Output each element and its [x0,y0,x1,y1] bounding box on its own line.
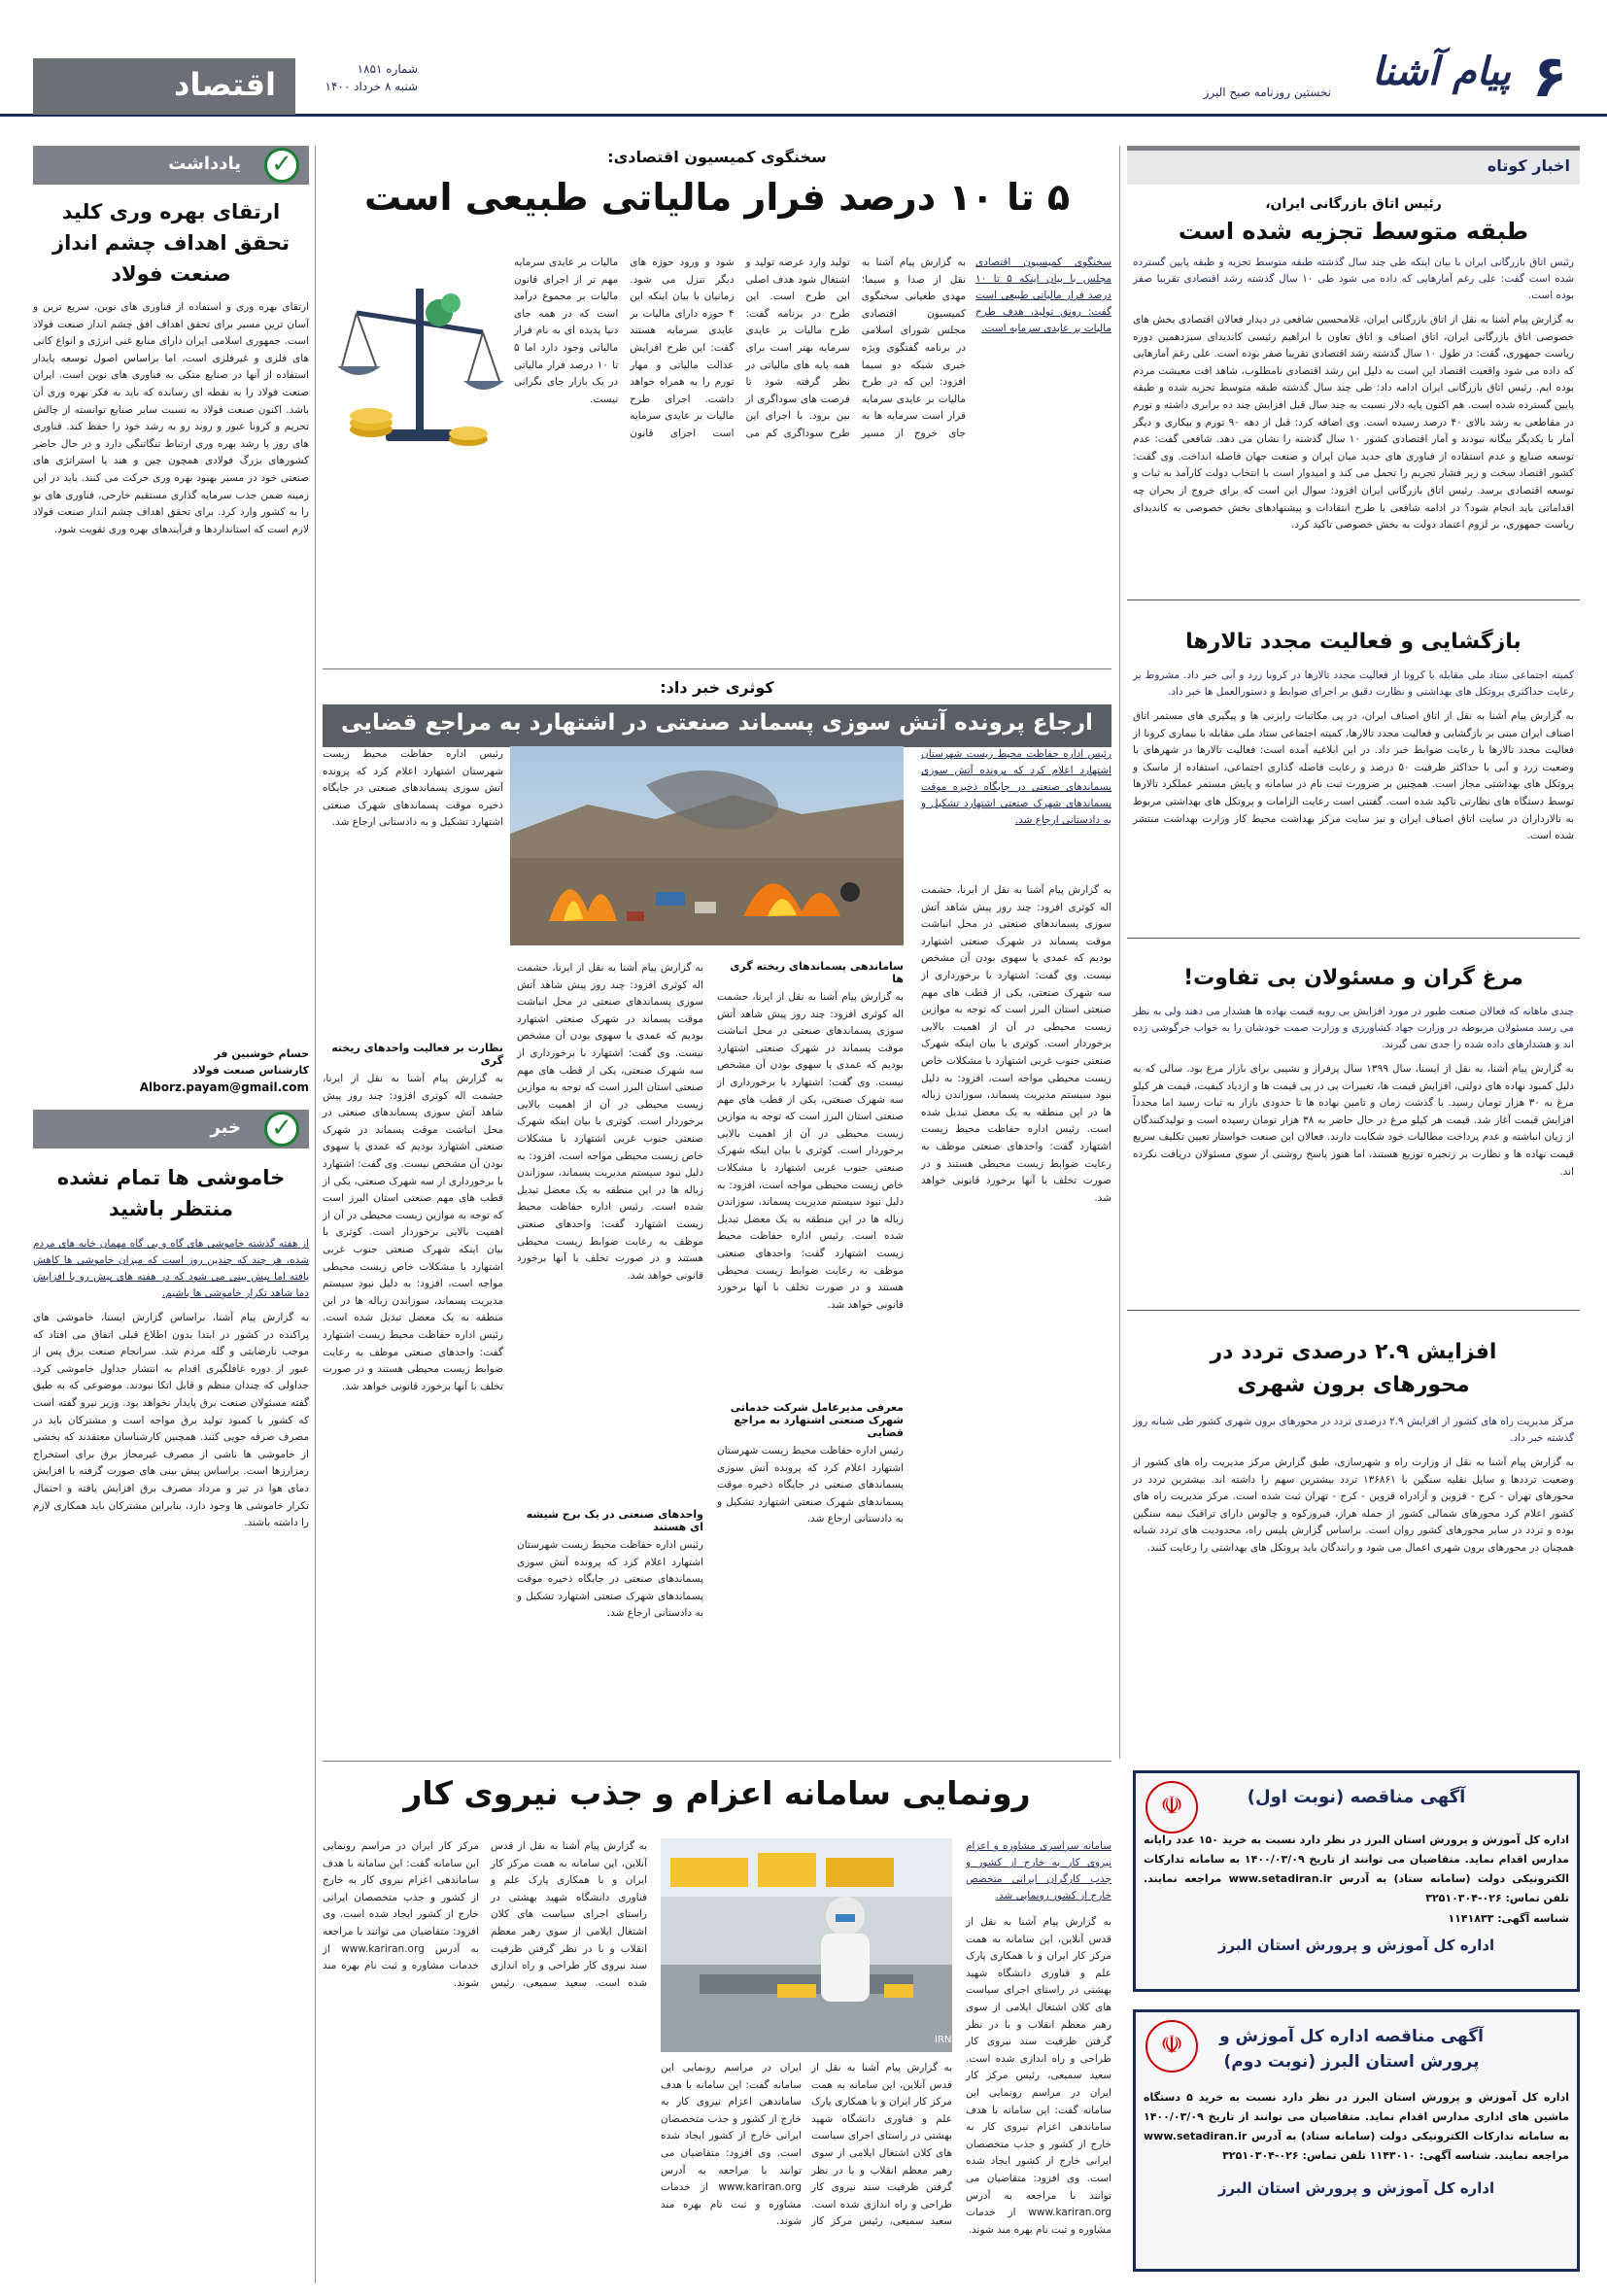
story-body-col3 [517,960,703,1747]
story-title: بازگشایی و فعالیت مجدد تالارها [1185,630,1522,654]
tax-illustration [332,259,507,473]
ad-signature: اداره کل آموزش و پرورش استان البرز [1217,1936,1495,1954]
note-author-role: کارشناس صنعت فولاد [191,1064,309,1077]
story-body-col1: به گزارش پیام آشنا به نقل از ایرنا، حشمت اله کوثری افزود: چند روز پیش شاهد آتش سوزی پسماندهای صنعتی در محل انباشت موقت پسماند در شهرک صنعتی اشتهارد بودیم که عمدی یا سهوی بودن آن مشخص نیست. وی گفت: اشتهارد با برخورداری از سه شهرک صنعتی، یکی از قطب های مهم صنعتی استان البرز است که توجه به موازین زیست محیطی در آن از اهمیت بالایی برخوردار است. کوثری با بیان اینکه شهرک صنعتی جنوب غربی اشتهارد با مشکلات خاص زیست محیطی مواجه است، افزود: به دلیل نبود سیستم مدیریت پسماند، سوزاندن زباله ها در این منطقه به یک معضل تبدیل شده است. رئیس اداره حفاظت محیط زیست اشتهارد گفت: واحدهای صنعتی موظف به رعایت ضوابط زیست محیطی هستند و در صورت تخلف با آنها برخورد قانونی خواهد شد. [921,884,1111,1204]
story-body-col2 [717,960,904,1747]
short-story-4 [1127,1317,1580,1717]
story-lead: مرکز مدیریت راه های کشور از افزایش ۲.۹ درصدی تردد در محورهای برون شهری کشور طی شبانه روز گذشته خبر داد. [1133,1416,1574,1444]
check-icon: ✓ [264,148,299,183]
subhead: واحدهای صنعتی در یک برج شیشه ای هستند [526,1508,703,1533]
story-title-band [323,704,1111,747]
short-news-label: اخبار کوتاه [1127,146,1580,185]
check-icon: ✓ [264,1112,299,1147]
note-label-bar [33,146,309,185]
story-body: به گزارش پیام آشنا به نقل از اتاق بازرگانی ایران، غلامحسین شافعی در دیدار فعالان اقتصادی بخش های خصوصی اتاق بازرگانی ایران، اتاق اصناف و اتاق تعاون با ابراهیم رئیسی کاندیدای سیزدهمین دوره ریاست جمهوری، گفت: در طول ۱۰ سال گذشته رشد اقتصادی تقریبا صفر بوده است. علی رغم آمارهایی که داده می شود واقعیت اقتصاد این است به دلیل این رشد اقتصادی نامطلوب، شاهد افت معیشت مردم بوده ایم. رئیس اتاق بازرگانی ایران ادامه داد: طی چند سال گذشته طبقه متوسط تجزیه شده و طبقه پایین گسترده شده است. هم اکنون پایه دلار نسبت به چند سال قبل افزایش چند ده برابری داشته و تورم در مقاطعی به رشد بالای ۴۰ درصد رسیده است. وی اضافه کرد: قبل از دهه ۹۰ تورم و بیکاری و دیگر آمار با یکدیگر بیگانه نبودند و آمار اقتصادی کشور ۱۰ سال گذشته را نشان می دهد. شافعی گفت: عدم توسعه صنایع و عدم استفاده از فناوری های جدید میان ایران و صنعت جهان فاصله انداخت. وی گفت: کشور اقتصاد سخت و زیر فشار تحریم را تحمل می کند و امیدوار است با انتخاب دولت کارآمد به ثبات و توسعه اقتصادی برسد. رئیس اتاق بازرگانی ایران افزود: سوال این است که برای خروج از بحران چه اقداماتی باید انجام شود؟ در ادامه شافعی با طرح انتقادات و پیشنهادهای بخش خصوصی به کاندیدای ریاست جمهوری، بر لزوم اعتماد دولت به بخش خصوصی تاکید کرد. [1133,314,1575,531]
main-lead-box [975,255,1111,337]
story-title: افزایش ۲.۹ درصدی تردد در محورهای برون شهری [1210,1340,1497,1397]
tender-ad-1 [1133,1770,1580,1992]
newspaper-logo: پیام آشنا [1372,49,1511,94]
tender-ad-2 [1133,2009,1580,2272]
subhead: ساماندهی پسماندهای ریخته گری ها [730,960,904,985]
ad-title: آگهی مناقصه اداره کل آموزش و پرورش استان البرز (نوبت دوم) [1219,2027,1484,2072]
story-body: رئیس اداره حفاظت محیط زیست شهرستان اشتهارد اعلام کرد که پرونده آتش سوزی پسماندهای صنعتی در جایگاه ذخیره موقت پسماندهای شهرک صنعتی اشتهارد تشکیل و به دادستانی ارجاع شد. [323,748,503,829]
divider [1127,938,1580,939]
short-story-2 [1127,606,1580,932]
news-lead: از هفته گذشته خاموشی های گاه و بی گاه مهمان خانه های مردم شده، هر چند که چندین روز است که میزان خاموشی ها کاهش یافته اما پیش بینی می شود که در هفته های پیش رو با افزایش دما شاهد تکرار خاموشی ها باشیم. [33,1238,309,1299]
main-lead: سخنگوی کمیسیون اقتصادی مجلس با بیان اینکه ۵ تا ۱۰ درصد فرار مالیاتی طبیعی است گفت: رونق تولید، هدف طرح مالیات بر عایدی سرمایه است. [975,257,1111,334]
note-body: ارتقای بهره وری و استفاده از فناوری های نوین، سریع ترین و آسان ترین مسیر برای تحقق اهداف افق چشم انداز صنعت فولاد است. جمهوری اسلامی ایران دارای منابع غنی انرژی و انواع کانی های فلزی و غیرفلزی است، اما براساس اصول توسعه پایدار استفاده از آنها در صنایع متکی به فناوری های نوین است. ایران صنعت فولاد را به نقطه ای رسانده که باید به فکر بهره وری آن باشد. اکنون صنعت فولاد به نسبت سایر صنایع توانسته از چالش تحریم و کرونا عبور و روند رو به رشد خود را حفظ کند. فناوری های روز با رشد بهره وری ارتباط تنگاتنگی دارد و در حال حاضر کشورهای بزرگ فولادی همچون چین و هند با استراتژی های صنعتی خود در مسیر بهبود بهره وری حرکت می کنند. باید در این زمینه ضمن جذب سرمایه گذاری مستقیم خارجی، فناوری های نو را به کشور وارد کرد. برای تحقق اهداف چشم انداز صنعت فولاد لازم است که استانداردها و فرآیندهای بهره وری تقویت شود. [33,301,309,535]
subhead: نظارت بر فعالیت واحدهای ریخته گری [331,1042,503,1067]
labor-story [323,1770,1111,2285]
news-title: خاموشی ها تمام نشده منتظر باشید [56,1166,286,1220]
worker-photo [661,1838,959,2052]
right-column [1127,146,1580,1759]
note-title: ارتقای بهره وری کلید تحقق اهداف چشم انداز صنعت فولاد [52,200,290,286]
story-body: رئیس اداره حفاظت محیط زیست شهرستان اشتهارد اعلام کرد که پرونده آتش سوزی پسماندهای صنعتی در جایگاه ذخیره موقت پسماندهای شهرک صنعتی اشتهارد تشکیل و به دادستانی ارجاع شد. [717,1445,904,1525]
story-body: رئیس اداره حفاظت محیط زیست شهرستان اشتهارد اعلام کرد که پرونده آتش سوزی پسماندهای صنعتی در جایگاه ذخیره موقت پسماندهای شهرک صنعتی اشتهارد تشکیل و به دادستانی ارجاع شد. [517,1539,703,1620]
column-rule [315,146,316,2283]
story-lead-box [966,1838,1111,2274]
issue-info [311,60,418,95]
story-title: ارجاع پرونده آتش سوزی پسماند صنعتی در اشتهارد به مراجع قضایی [341,710,1093,736]
story-body: به گزارش پیام آشنا به نقل از ایرنا، حشمت اله کوثری افزود: چند روز پیش شاهد آتش سوزی پسماندهای صنعتی در محل انباشت موقت پسماند در شهرک صنعتی اشتهارد بودیم که عمدی یا سهوی بودن آن مشخص نیست. وی گفت: اشتهارد با برخورداری از سه شهرک صنعتی، یکی از قطب های مهم صنعتی استان البرز است که توجه به موازین زیست محیطی در آن از اهمیت بالایی برخوردار است. کوثری با بیان اینکه شهرک صنعتی جنوب غربی اشتهارد با مشکلات خاص زیست محیطی مواجه است، افزود: به دلیل نبود سیستم مدیریت پسماند، سوزاندن زباله ها در این منطقه به یک معضل تبدیل شده است. رئیس اداره حفاظت محیط زیست اشتهارد گفت: واحدهای صنعتی موظف به رعایت ضوابط زیست محیطی هستند و در صورت تخلف با آنها برخورد قانونی خواهد شد. [517,962,703,1282]
story-body: به گزارش پیام آشنا به نقل از اتاق اصناف ایران، در پی مکاتبات رایزنی ها و پیگیری های مستمر اتاق اصناف ایران مبنی بر بازگشایی و فعالیت مجدد تالارها، کمیته اجتماعی ستاد ملی مقابله با بیماری کرونا از فعالیت مجدد تالارها با رعایت ضوابط خبر داد. در این ابلاغیه آمده است: فعالیت تالارها در شهرهای با وضعیت زرد و آبی با حداکثر ظرفیت ۵۰ درصد و رعایت فاصله گذاری اجتماعی، استفاده از ماسک و پروتکل های بهداشتی مجاز است. همچنین بر ضرورت ثبت نام در سامانه و پایش مستمر عملکرد تالارها توسط دستگاه های نظارتی تاکید شده است. گفتنی است رعایت الزامات و پروتکل های بهداشتی مربوط به تالارداران در سایت اتاق اصناف ایران و نیز سایت مرکز بهداشت محیط کار وزارت بهداشت منتشر شده است. [1133,710,1574,842]
fire-photo [510,746,904,945]
newspaper-slogan: نخستین روزنامه صبح البرز [1203,86,1331,99]
story-title: مرغ گران و مسئولان بی تفاوت! [1183,966,1523,990]
fire-story [323,678,1111,1757]
photo-credit: IRNA [935,2035,959,2045]
note-author: حسام خوشبین فر [214,1047,309,1060]
ad-body: اداره کل آموزش و پرورش استان البرز در نظر دارد نسبت به خرید ۱۵۰ عدد رایانه مدارس اقدام نماید. متقاضیان می توانند از تاریخ ۱۴۰۰/۰۳/۰۹ به سامانه تدارکات الکترونیکی دولت (سامانه ستاد) به آدرس www.setadiran.ir مراجعه نمایند. تلفن تماس: ۰۲۶-۳۲۵۱۰۳۰۴ [1144,1833,1570,1904]
emblem-icon: ☫ [1145,2020,1198,2073]
short-story-1 [1127,185,1580,594]
page-number: ۶ [1531,43,1568,111]
story-body: به گزارش پیام آشنا به نقل از ایرنا، حشمت اله کوثری افزود: چند روز پیش شاهد آتش سوزی پسماندهای صنعتی در محل انباشت موقت پسماند در شهرک صنعتی اشتهارد بودیم که عمدی یا سهوی بودن آن مشخص نیست. وی گفت: اشتهارد با برخورداری از سه شهرک صنعتی، یکی از قطب های مهم صنعتی استان البرز است که توجه به موازین زیست محیطی در آن از اهمیت بالایی برخوردار است. کوثری با بیان اینکه شهرک صنعتی جنوب غربی اشتهارد با مشکلات خاص زیست محیطی مواجه است، افزود: به دلیل نبود سیستم مدیریت پسماند، سوزاندن زباله ها در این منطقه به یک معضل تبدیل شده است. رئیس اداره حفاظت محیط زیست اشتهارد گفت: واحدهای صنعتی موظف به رعایت ضوابط زیست محیطی هستند و در صورت تخلف با آنها برخورد قانونی خواهد شد. [323,1073,503,1392]
story-lead: سامانه سراسری مشاوره و اعزام نیروی کار به خارج از کشور و جذب کارگران ایرانی متخصص خارج از کشور رونمایی شد. [966,1840,1111,1902]
story-lead: کمیته اجتماعی ستاد ملی مقابله با کرونا از فعالیت مجدد تالارها در کرونا زرد و آبی خبر داد. مشروط بر رعایت حداکثری پروتکل های بهداشتی و نظارت دقیق بر اجرای ضوابط و دستورالعمل ها خبر داد. [1133,669,1574,698]
main-kicker: سخنگوی کمیسیون اقتصادی: [607,148,827,166]
masthead [0,0,1607,155]
story-lead-box [921,746,1111,829]
story-body: به گزارش پیام آشنا به نقل از قدس آنلاین، این سامانه به همت مرکز کار ایران و با همکاری پارک علم و فناوری دانشگاه شهید بهشتی در راستای اجرای سیاست های کلان اشتغال ایلامی از سوی رهبر معظم انقلاب و با در نظر گرفتن ظرفیت سند نیروی کار طراحی و راه اندازی شده است. سعید سمیعی، رئیس مرکز کار ایران در مراسم رونمایی این سامانه گفت: این سامانه با هدف ساماندهی اعزام نیروی کار به خارج از کشور و جذب متخصصان ایرانی خارج از کشور ایجاد شده است. وی افزود: متقاضیان می توانند با مراجعه به آدرس www.kariran.org از خدمات مشاوره و ثبت نام بهره مند شوند. [966,1916,1111,2236]
story-body: به گزارش پیام آشنا به نقل از ایرنا، حشمت اله کوثری افزود: چند روز پیش شاهد آتش سوزی پسماندهای صنعتی در محل انباشت موقت پسماند در شهرک صنعتی اشتهارد بودیم که عمدی یا سهوی بودن آن مشخص نیست. وی گفت: اشتهارد با برخورداری از سه شهرک صنعتی، یکی از قطب های مهم صنعتی استان البرز است که توجه به موازین زیست محیطی در آن از اهمیت بالایی برخوردار است. کوثری با بیان اینکه شهرک صنعتی جنوب غربی اشتهارد با مشکلات خاص زیست محیطی مواجه است، افزود: به دلیل نبود سیستم مدیریت پسماند، سوزاندن زباله ها در این منطقه به یک معضل تبدیل شده است. رئیس اداره حفاظت محیط زیست اشتهارد گفت: واحدهای صنعتی موظف به رعایت ضوابط زیست محیطی هستند و در صورت تخلف با آنها برخورد قانونی خواهد شد. [717,991,904,1311]
news-label-bar [33,1110,309,1148]
note-label: یادداشت [168,154,241,174]
story-title: رونمایی سامانه اعزام و جذب نیروی کار [403,1774,1031,1812]
main-body: به گزارش پیام آشنا به نقل از صدا و سیما؛ مهدی طغیانی سخنگوی کمیسیون اقتصادی مجلس شورای اسلامی در برنامه گفتگوی ویژه خبری شبکه دو سیما افزود: این که در طرح مالیات بر عایدی سرمایه قرار است سرمایه ها به جای خروج از مسیر تولید وارد عرصه تولید و اشتغال شود هدف اصلی این طرح است. این طرح در برنامه گفت: طرح مالیات بر عایدی سرمایه بهتر است برای همه پایه های مالیاتی در نظر گرفته شود تا فرصت های سوداگری از بین برود. با اجرای این طرح سوداگری کم می شود و ورود حوزه های دیگر تنزل می شود. زمانیان با بیان اینکه این ۴ حوزه دارای مالیات بر عایدی سرمایه هستند گفت: این طرح افزایش عدالت مالیاتی و مهار تورم را به همراه خواهد داشت. اجرای طرح مالیات بر عایدی سرمایه است اجرای قانون مالیات بر عایدی سرمایه مهم تر از اجرای قانون مالیات بر مجموع درآمد است که در همه جای دنیا پدیده ای به نام فرار مالیاتی وجود دارد اما ۵ تا ۱۰ درصد فرار مالیاتی در یک بازار جای نگرانی نیست. [514,257,966,439]
ad-title: آگهی مناقصه (نوبت اول) [1247,1787,1466,1807]
issue-number: شماره ۱۸۵۱ [357,62,418,76]
divider [1127,1310,1580,1311]
ad-body: اداره کل آموزش و پرورش استان البرز در نظر دارد نسبت به خرید ۵ دستگاه ماشین های اداری مدارس اقدام نماید. متقاضیان می توانند از تاریخ ۱۴۰۰/۰۳/۰۹ به سامانه تدارکات الکترونیکی دولت (سامانه ستاد) به آدرس www.setadiran.ir مراجعه نمایند. شناسه آگهی: ۱۱۴۳۰۱۰ تلفن تماس: ۰۲۶-۳۲۵۱۰۳۰۴ [1144,2091,1569,2162]
left-column [33,146,309,2283]
story-body-col4 [323,746,503,1747]
news-label: خبر [210,1117,241,1138]
section-title: اقتصاد [33,58,295,115]
story-lead: رئیس اداره حفاظت محیط زیست شهرستان اشتهارد اعلام کرد که پرونده آتش سوزی پسماندهای صنعتی در جایگاه ذخیره موقت پسماندهای شهرک صنعتی اشتهارد تشکیل و به دادستانی ارجاع شد. [921,748,1111,826]
story-lead: رئیس اتاق بازرگانی ایران با بیان اینکه طی چند سال گذشته طبقه متوسط تجزیه و طبقه پایین گسترده شده است گفت: علی رغم آمارهایی که داده می شود طی ۱۰ سال گذشته رشد اقتصادی تقریبا صفر بوده است. [1133,257,1574,301]
short-story-3 [1127,944,1580,1304]
column-rule [1119,146,1120,1759]
emblem-icon: ☫ [1145,1781,1198,1833]
story-title: طبقه متوسط تجزیه شده است [1178,218,1529,245]
story-body: به گزارش پیام آشنا، به نقل از ایسنا، سال ۱۳۹۹ سال پرفراز و نشیبی برای بازار مرغ بود. سالی که به دلیل کمبود نهاده های دولتی، افزایش قیمت ها، تغییرات پی در پی قیمت ها و ازدیاد کیفیت، قیمت هر کیلو مرغ به ۳۰ هزار تومان رسید. با گذشت زمان و تامین نهاده ها تا حدودی بازار به ثبات رسید اما مجدداً افزایش قیمت آغاز شد. قیمت هر کیلو مرغ در حال حاضر به ۳۸ هزار تومان رسیده است و تولیدکنندگان از زیان انباشته و عدم پرداخت مطالبات خود شکایت دارند. فعالان این صنعت خواستار تعیین تکلیف سریع قیمت نهاده ها و نظارت بر زنجیره توزیع هستند، اما هنوز پاسخ روشنی از سوی مسئولان دریافت نکرده اند. [1133,1063,1574,1178]
main-story [323,148,1111,672]
main-title: ۵ تا ۱۰ درصد فرار مالیاتی طبیعی است [363,176,1071,219]
story-kicker: رئیس اتاق بازرگانی ایران، [1265,196,1442,212]
divider [323,1761,1111,1762]
ad-code: شناسه آگهی: ۱۱۴۱۸۳۳ [1448,1912,1569,1925]
note-email[interactable]: Alborz.payam@gmail.com [139,1080,309,1094]
divider [323,668,1111,669]
story-body: به گزارش پیام آشنا به نقل از قدس آنلاین، این سامانه به همت مرکز کار ایران و با همکاری پارک علم و فناوری دانشگاه شهید بهشتی در راستای اجرای سیاست های کلان اشتغال ایلامی از سوی رهبر معظم انقلاب و با در نظر گرفتن ظرفیت سند نیروی کار طراحی و راه اندازی شده است. سعید سمیعی، رئیس مرکز کار ایران در مراسم رونمایی این سامانه گفت: این سامانه با هدف ساماندهی اعزام نیروی کار به خارج از کشور و جذب متخصصان ایرانی خارج از کشور ایجاد شده است. وی افزود: متقاضیان می توانند با مراجعه به آدرس www.kariran.org از خدمات مشاوره و ثبت نام بهره مند شوند. [323,1840,647,1989]
subhead: معرفی مدیرعامل شرکت خدماتی شهرک صنعتی اشتهارد به مراجع قضایی [730,1401,904,1439]
ad-signature: اداره کل آموزش و پرورش استان البرز [1217,2179,1495,2197]
news-body: به گزارش پیام آشنا، براساس گزارش ایسنا، خاموشی های پراکنده در کشور در ابتدا بدون اطلاع قبلی اتفاق می افتاد که موجب نارضایتی و گله مردم شد. سرانجام صنعت برق پس از عبور از دوره غافلگیری اقدام به انتشار جداول خاموشی کرد. جداولی که چندان منظم و قابل اتکا نبودند. موضوعی که به طبق گفته مسئولان صنعت برق پایدار نخواهد بود. وزیر نیرو گفته است که کشور با کمبود تولید برق مواجه است و مشترکان باید در مصرف صرفه جویی کنند. همچنین کارشناسان معتقدند که بخشی از خاموشی ها ناشی از مصرف غیرمجاز برق برای استخراج رمزارزها است. براساس پیش بینی های صورت گرفته با افزایش دمای هوا در تیر و مرداد مصرف برق افزایش یافته و احتمال تکرار خاموشی ها وجود دارد، بنابراین مشترکان باید همکاری لازم را داشته باشند. [33,1312,309,1529]
story-body: به گزارش پیام آشنا به نقل از وزارت راه و شهرسازی، طبق گزارش مرکز مدیریت راه های کشور از وضعیت ترددها و سایل نقلیه سنگین با ۱۳۶۸۶۱ تردد بیشترین سهم را داشته اند. بیشترین تردد در محورهای تهران - کرج - قزوین و آزادراه قزوین - کرج - تهران ثبت شده است. مرکز مدیریت راه های کشور اعلام کرد محورهای شمالی کشور از جمله هراز، فیروزکوه و چالوس دارای ترافیک نیمه سنگین بوده و تردد در سایر محورهای کشور روان است. براساس گزارش پلیس راه، محدودیت های تردد شبانه همچنان در محورهای برون شهری اعمال می شود و رانندگان باید پروتکل های بهداشتی را رعایت کنند. [1133,1456,1574,1554]
story-lead: چندی ماهانه که فعالان صنعت طیور در مورد افزایش بی رویه قیمت نهاده ها هشدار می دهند ولی به نظر می رسد مسئولان مربوطه در وزارت جهاد کشاورزی و وزارت صمت خودشان را به خواب خرگوشی زده اند و هشدارهای داده شده را جدی نمی گیرند. [1133,1006,1574,1050]
issue-date: شنبه ۸ خرداد ۱۴۰۰ [325,80,418,93]
story-body: به گزارش پیام آشنا به نقل از قدس آنلاین، این سامانه به همت مرکز کار ایران و با همکاری پارک علم و فناوری دانشگاه شهید بهشتی در راستای اجرای سیاست های کلان اشتغال ایلامی از سوی رهبر معظم انقلاب و با در نظر گرفتن ظرفیت سند نیروی کار طراحی و راه اندازی شده است. سعید سمیعی، رئیس مرکز کار ایران در مراسم رونمایی این سامانه گفت: این سامانه با هدف ساماندهی اعزام نیروی کار به خارج از کشور و جذب متخصصان ایرانی خارج از کشور ایجاد شده است. وی افزود: متقاضیان می توانند با مراجعه به آدرس www.kariran.org از خدمات مشاوره و ثبت نام بهره مند شوند. [661,2062,952,2228]
story-kicker: کوثری خبر داد: [660,678,774,697]
